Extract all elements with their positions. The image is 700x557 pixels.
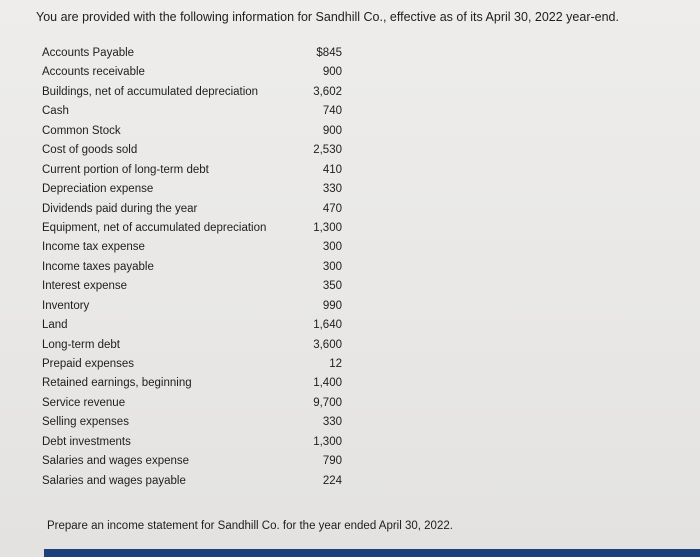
account-label: Retained earnings, beginning (42, 377, 192, 390)
account-label: Cash (42, 105, 69, 118)
account-label: Salaries and wages expense (42, 455, 190, 468)
account-label: Service revenue (42, 396, 126, 409)
account-label: Inventory (42, 299, 90, 312)
account-row (42, 394, 342, 413)
account-row (42, 355, 342, 374)
account-amount: 9,700 (313, 396, 342, 409)
account-row (42, 452, 342, 471)
account-balances-table (42, 44, 342, 491)
account-row (42, 83, 342, 102)
account-label: Selling expenses (42, 416, 129, 429)
account-amount: 900 (322, 66, 342, 79)
account-amount: $845 (316, 47, 342, 59)
account-row (42, 374, 342, 393)
account-label: Income taxes payable (42, 260, 154, 273)
account-row (42, 433, 342, 452)
account-row (42, 141, 342, 160)
account-label: Buildings, net of accumulated depreciation (42, 85, 259, 98)
account-amount: 2,530 (313, 144, 342, 157)
account-row (42, 180, 342, 199)
account-row (42, 219, 342, 238)
account-label: Accounts Payable (42, 47, 135, 59)
account-amount: 330 (322, 416, 342, 429)
account-label: Equipment, net of accumulated depreciation (42, 221, 267, 234)
account-label: Land (42, 319, 68, 332)
intro-text: You are provided with the following information for Sandhill Co., effective as of its April 30, 2022 year-end. (36, 10, 619, 24)
account-amount: 300 (322, 241, 342, 254)
account-amount: 900 (322, 124, 342, 137)
account-label: Depreciation expense (42, 183, 154, 196)
account-amount: 990 (322, 299, 342, 312)
account-row (42, 122, 342, 141)
account-row (42, 63, 342, 82)
account-row (42, 297, 342, 316)
account-row (42, 277, 342, 296)
account-row (42, 102, 342, 121)
account-label: Interest expense (42, 280, 128, 293)
account-label: Cost of goods sold (42, 144, 138, 157)
account-amount: 12 (329, 358, 342, 370)
account-label: Current portion of long-term debt (42, 163, 209, 176)
account-row (42, 238, 342, 257)
account-amount: 300 (322, 260, 342, 273)
account-row (42, 161, 342, 180)
account-amount: 790 (322, 455, 342, 468)
account-amount: 470 (322, 202, 342, 215)
account-amount: 1,400 (313, 377, 342, 390)
account-label: Salaries and wages payable (42, 474, 186, 487)
account-amount: 3,600 (313, 338, 342, 351)
account-row (42, 44, 342, 63)
account-amount: 1,300 (313, 221, 342, 234)
account-amount: 224 (322, 474, 342, 487)
account-label: Common Stock (42, 124, 121, 137)
account-row (42, 336, 342, 355)
account-row (42, 316, 342, 335)
account-label: Dividends paid during the year (42, 202, 198, 215)
instruction-text: Prepare an income statement for Sandhill Co. for the year ended April 30, 2022. (47, 520, 453, 532)
account-amount: 3,602 (313, 85, 342, 98)
account-amount: 350 (322, 280, 342, 293)
account-row (42, 413, 342, 432)
account-amount: 330 (322, 183, 342, 196)
account-row (42, 258, 342, 277)
account-label: Income tax expense (42, 241, 145, 254)
account-amount: 1,640 (313, 319, 342, 332)
account-amount: 740 (322, 105, 342, 118)
account-label: Long-term debt (42, 338, 120, 351)
account-label: Accounts receivable (42, 66, 145, 79)
account-label: Prepaid expenses (42, 358, 135, 370)
account-row (42, 200, 342, 219)
answer-area-top-bar (44, 549, 700, 557)
account-amount: 410 (322, 163, 342, 176)
account-label: Debt investments (42, 435, 131, 448)
account-row (42, 472, 342, 491)
account-amount: 1,300 (313, 435, 342, 448)
